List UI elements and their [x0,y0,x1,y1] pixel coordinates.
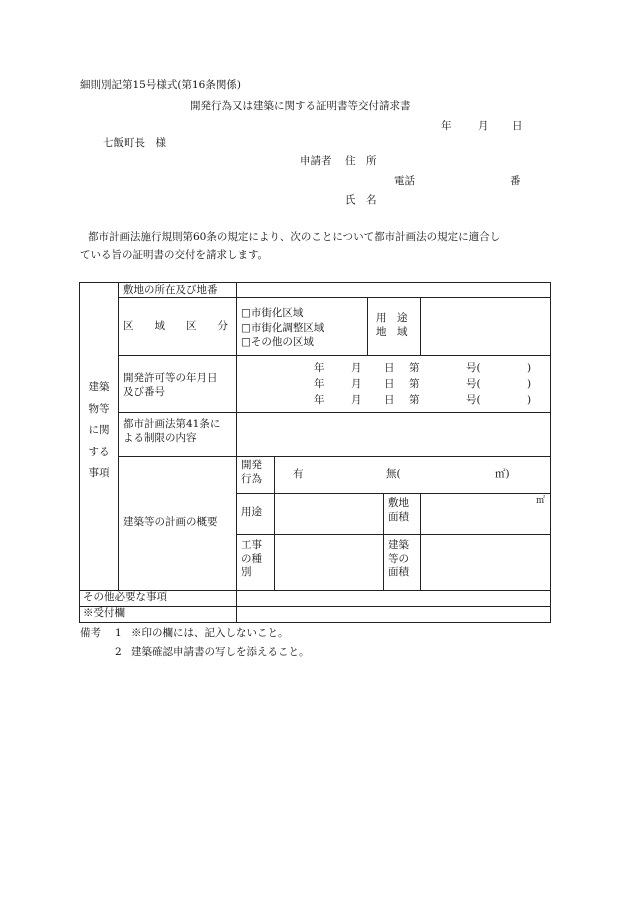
work-type-label: 工事 の種 別 [241,539,262,579]
zone-option-urbanization[interactable]: □市街化区域 [241,307,304,319]
date-month: 月 [478,120,489,132]
permit-label: 開発許可等の年月日 及び番号 [123,372,218,398]
zone-label: 区 域 区 分 [123,320,228,332]
zone-option-other[interactable]: □その他の区域 [241,336,314,349]
intro-line-2: ている旨の証明書の交付を請求します。 [80,249,269,261]
development-yes[interactable]: 有 [293,468,304,480]
building-area-label: 建築 等の 面積 [388,539,409,579]
use-area-label: 用 途 地 域 [376,312,408,338]
development-no[interactable]: 無( [386,468,401,480]
development-act-label: 開発 行為 [241,459,262,485]
site-location-label: 敷地の所在及び地番 [123,284,218,296]
name-label: 氏 名 [345,194,377,206]
development-area-unit: ㎡) [495,468,510,480]
applicant-label: 申請者 [300,155,332,167]
address-label: 住 所 [345,155,377,167]
plan-label: 建築等の計画の概要 [123,516,218,528]
note-1-text: ※印の欄には、記入しないこと。 [131,627,289,639]
intro-line-1: 都市計画法施行規則第60条の規定により、次のことについて都市計画法の規定に適合し [88,231,501,243]
zone-option-control[interactable]: □市街化調整区域 [241,321,325,334]
group-label: 建築 物等 に関 する 事項 [88,381,110,480]
note-2-num: 2 [115,646,122,658]
site-area-unit: ㎡ [536,496,546,506]
notes-label: 備考 [80,627,101,639]
reception-label: ※受付欄 [83,607,125,619]
phone-ban: 番 [510,175,521,187]
site-area-label: 敷地 面積 [388,497,409,523]
form-title: 開発行為又は建築に関する証明書等交付請求書 [190,100,411,112]
form-id: 細則別記第15号様式(第16条関係) [80,79,241,91]
date-year: 年 [441,120,452,132]
article-41-label: 都市計画法第41条に よる制限の内容 [123,418,221,444]
phone-label: 電話 [394,175,415,187]
zone-options [241,306,324,350]
date-day: 日 [512,120,523,132]
addressee: 七飯町長 様 [103,137,166,149]
note-1-num: 1 [115,627,122,639]
note-2-text: 建築確認申請書の写しを添えること。 [131,646,310,658]
other-items-label: その他必要な事項 [83,591,167,603]
use-label: 用途 [241,506,262,518]
